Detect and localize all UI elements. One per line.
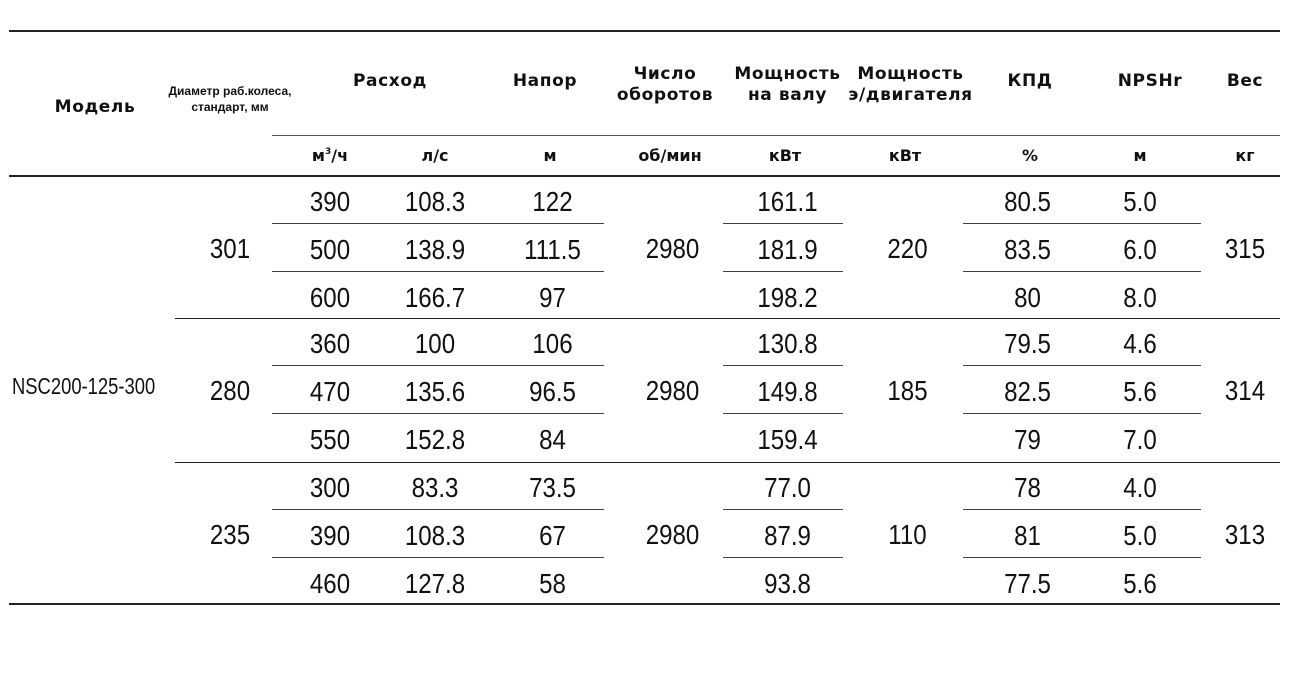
header-shaft-power: Мощность на валу	[734, 64, 841, 105]
group-motor-power: 110	[888, 519, 927, 550]
cell-head: 97	[539, 282, 566, 313]
header-head: Напор	[512, 71, 578, 91]
unit-weight: кг	[1235, 146, 1255, 165]
row-underline	[272, 413, 604, 414]
top-rule	[9, 30, 1280, 32]
cell-efficiency: 81	[1014, 520, 1041, 551]
group-separator-2	[175, 462, 1280, 463]
cell-npshr: 6.0	[1123, 234, 1157, 265]
cell-head: 73.5	[529, 472, 576, 503]
cell-flow-m3h: 360	[309, 328, 351, 359]
cell-flow-ls: 152.8	[404, 424, 466, 455]
row-underline	[723, 271, 843, 272]
cell-head: 122	[532, 186, 573, 217]
cell-flow-m3h: 600	[309, 282, 351, 313]
row-underline	[963, 223, 1201, 224]
header-npshr: NPSHr	[1117, 71, 1183, 91]
cell-efficiency: 78	[1014, 472, 1041, 503]
group-weight: 314	[1224, 375, 1266, 406]
cell-shaft-power: 159.4	[757, 424, 818, 455]
cell-flow-m3h: 390	[309, 520, 351, 551]
row-underline	[272, 271, 604, 272]
header-flow: Расход	[353, 71, 427, 91]
cell-flow-m3h: 390	[309, 186, 351, 217]
cell-flow-m3h: 470	[309, 376, 351, 407]
cell-npshr: 4.0	[1123, 472, 1157, 503]
cell-flow-m3h: 500	[309, 234, 351, 265]
bottom-rule	[9, 603, 1280, 605]
cell-flow-ls: 127.8	[404, 568, 466, 599]
row-underline	[272, 223, 604, 224]
cell-efficiency: 79	[1014, 424, 1041, 455]
row-underline	[723, 509, 843, 510]
cell-shaft-power: 87.9	[764, 520, 811, 551]
cell-efficiency: 80	[1014, 282, 1041, 313]
cell-head: 67	[539, 520, 566, 551]
header-units-separator	[272, 135, 1280, 136]
cell-head: 111.5	[524, 234, 581, 265]
cell-npshr: 4.6	[1123, 328, 1157, 359]
row-underline	[963, 557, 1201, 558]
row-underline	[272, 509, 604, 510]
header-motor-power: Мощность э/двигателя	[848, 64, 973, 105]
cell-flow-ls: 135.6	[404, 376, 466, 407]
group-separator-1	[175, 318, 1280, 319]
header-model: Модель	[54, 97, 136, 117]
row-underline	[723, 223, 843, 224]
group-diameter: 280	[209, 375, 251, 406]
cell-efficiency: 77.5	[1004, 568, 1051, 599]
group-speed: 2980	[645, 519, 700, 550]
unit-motor-power: кВт	[888, 146, 922, 165]
unit-head: м	[543, 146, 557, 165]
cell-npshr: 5.0	[1123, 520, 1157, 551]
unit-npshr: м	[1133, 146, 1147, 165]
cell-flow-ls: 108.3	[404, 186, 466, 217]
unit-flow-m3h: $м^3/ч$	[311, 146, 349, 165]
cell-shaft-power: 130.8	[757, 328, 818, 359]
group-weight: 313	[1224, 519, 1266, 550]
cell-flow-m3h: 460	[309, 568, 351, 599]
header-impeller-diameter: Диаметр раб.колеса, стандарт, мм	[168, 84, 292, 114]
row-underline	[963, 271, 1201, 272]
row-underline	[723, 413, 843, 414]
cell-flow-ls: 138.9	[404, 234, 466, 265]
row-underline	[963, 365, 1201, 366]
cell-flow-ls: 83.3	[411, 472, 459, 503]
cell-npshr: 7.0	[1123, 424, 1157, 455]
group-diameter: 235	[209, 519, 251, 550]
group-motor-power: 185	[887, 375, 928, 406]
row-underline	[272, 365, 604, 366]
cell-npshr: 8.0	[1123, 282, 1157, 313]
unit-shaft-power: кВт	[768, 146, 802, 165]
cell-flow-ls: 166.7	[404, 282, 466, 313]
cell-efficiency: 82.5	[1004, 376, 1051, 407]
cell-npshr: 5.0	[1123, 186, 1157, 217]
model-name: NSC200-125-300	[12, 373, 156, 399]
header-weight: Вес	[1226, 71, 1264, 91]
group-motor-power: 220	[887, 233, 928, 264]
cell-shaft-power: 93.8	[764, 568, 811, 599]
header-speed: Число оборотов	[616, 64, 714, 105]
cell-shaft-power: 198.2	[757, 282, 818, 313]
cell-head: 96.5	[529, 376, 576, 407]
cell-efficiency: 79.5	[1004, 328, 1051, 359]
unit-efficiency: %	[1021, 146, 1039, 165]
cell-flow-m3h: 550	[309, 424, 351, 455]
cell-shaft-power: 181.9	[757, 234, 818, 265]
cell-flow-ls: 108.3	[404, 520, 466, 551]
cell-shaft-power: 149.8	[757, 376, 818, 407]
cell-head: 84	[539, 424, 566, 455]
cell-flow-m3h: 300	[309, 472, 351, 503]
group-speed: 2980	[645, 233, 700, 264]
group-weight: 315	[1224, 233, 1266, 264]
row-underline	[272, 557, 604, 558]
unit-speed: об/мин	[638, 146, 702, 165]
cell-npshr: 5.6	[1123, 568, 1157, 599]
cell-head: 106	[532, 328, 573, 359]
header-efficiency: КПД	[1007, 71, 1053, 91]
group-diameter: 301	[209, 233, 251, 264]
cell-flow-ls: 100	[414, 328, 456, 359]
cell-head: 58	[539, 568, 566, 599]
row-underline	[723, 365, 843, 366]
cell-efficiency: 80.5	[1004, 186, 1051, 217]
cell-npshr: 5.6	[1123, 376, 1157, 407]
row-underline	[723, 557, 843, 558]
group-speed: 2980	[645, 375, 700, 406]
row-underline	[963, 413, 1201, 414]
cell-shaft-power: 161.1	[757, 186, 818, 217]
row-underline	[963, 509, 1201, 510]
unit-flow-ls: л/с	[421, 146, 449, 165]
units-body-separator	[9, 175, 1280, 177]
cell-efficiency: 83.5	[1004, 234, 1051, 265]
cell-shaft-power: 77.0	[764, 472, 811, 503]
